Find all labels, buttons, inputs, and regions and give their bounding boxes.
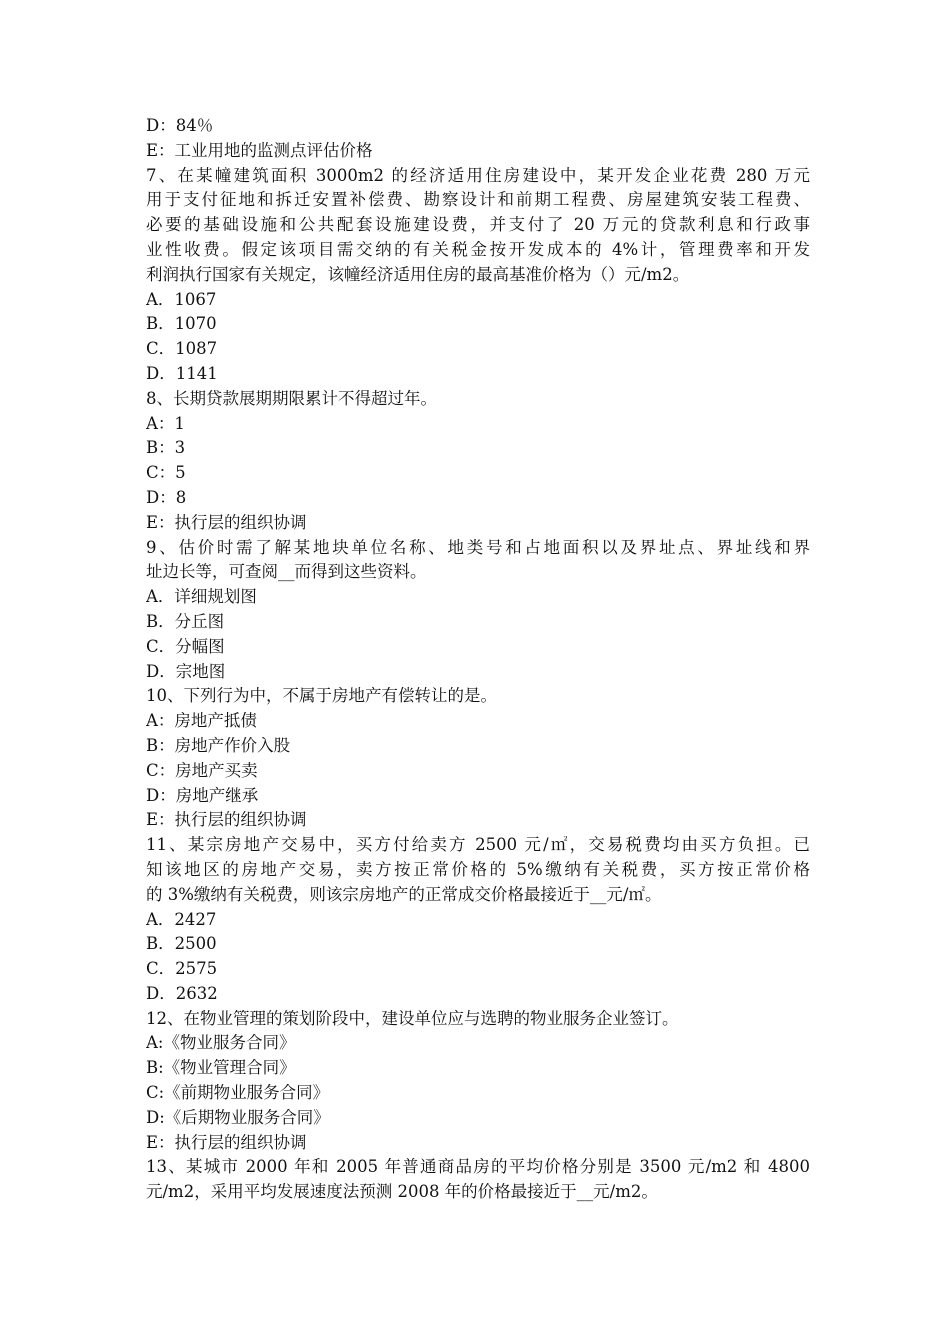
text-line: 10、下列行为中，不属于房地产有偿转让的是。: [146, 686, 497, 706]
text-line: 12、在物业管理的策划阶段中，建设单位应与选聘的物业服务企业签订。: [146, 1008, 679, 1028]
document-page: [146, 114, 810, 1205]
text-line: 8、长期贷款展期期限累计不得超过年。: [146, 388, 437, 408]
text-line: C．分幅图: [146, 636, 225, 656]
text-line: 13、某城市 2000 年和 2005 年普通商品房的平均价格分别是 3500 元/m2 和 4800: [146, 1157, 810, 1177]
text-line: C．1087: [146, 339, 218, 359]
text-line: D．1141: [146, 363, 218, 383]
text-line: 7、在某幢建筑面积 3000m2 的经济适用住房建设中，某开发企业花费 280 万元: [146, 165, 810, 185]
text-line: B．1070: [146, 314, 217, 334]
text-line: A：1: [146, 413, 185, 433]
text-line: C：5: [146, 463, 186, 483]
text-line: A．2427: [146, 909, 217, 929]
text-line: B．分丘图: [146, 611, 225, 631]
text-line: B：房地产作价入股: [146, 735, 291, 755]
text-line: D:《后期物业服务合同》: [146, 1107, 330, 1127]
text-line: 址边长等，可查阅__而得到这些资料。: [146, 562, 427, 582]
text-line: E：执行层的组织协调: [146, 810, 307, 830]
text-line: C．2575: [146, 959, 218, 979]
text-line: D：8: [146, 487, 187, 507]
text-line: D．2632: [146, 983, 218, 1003]
text-line: 11、某宗房地产交易中，买方付给卖方 2500 元/㎡，交易税费均由买方负担。已: [146, 835, 810, 855]
text-line: B：3: [146, 438, 186, 458]
text-line: 用于支付征地和拆迁安置补偿费、勘察设计和前期工程费、房屋建筑安装工程费、: [146, 190, 810, 210]
text-line: B:《物业管理合同》: [146, 1058, 296, 1078]
text-line: 的 3%缴纳有关税费，则该宗房地产的正常成交价格最接近于__元/㎡。: [146, 884, 662, 904]
text-line: 知该地区的房地产交易，卖方按正常价格的 5%缴纳有关税费，买方按正常价格: [146, 859, 810, 879]
text-line: D．宗地图: [146, 661, 226, 681]
text-line: B．2500: [146, 934, 217, 954]
text-line: 业性收费。假定该项目需交纳的有关税金按开发成本的 4%计，管理费率和开发: [146, 239, 810, 259]
text-line: A:《物业服务合同》: [146, 1033, 296, 1053]
text-line: E：执行层的组织协调: [146, 512, 307, 532]
text-line: D：84％: [146, 116, 214, 135]
text-line: C:《前期物业服务合同》: [146, 1083, 330, 1103]
text-line: A：房地产抵债: [146, 711, 257, 731]
text-line: E：执行层的组织协调: [146, 1132, 307, 1152]
text-line: E：工业用地的监测点评估价格: [146, 140, 373, 160]
text-line: A．1067: [146, 289, 217, 309]
text-line: 利润执行国家有关规定，该幢经济适用住房的最高基准价格为（）元/m2。: [146, 264, 690, 284]
text-line: 元/m2，采用平均发展速度法预测 2008 年的价格最接近于__元/m2。: [146, 1182, 658, 1202]
text-line: 9、估价时需了解某地块单位名称、地类号和占地面积以及界址点、界址线和界: [146, 537, 810, 557]
text-line: C：房地产买卖: [146, 760, 258, 780]
text-line: 必要的基础设施和公共配套设施建设费，并支付了 20 万元的贷款利息和行政事: [146, 215, 810, 235]
text-line: A．详细规划图: [146, 587, 257, 607]
text-line: D：房地产继承: [146, 785, 259, 805]
